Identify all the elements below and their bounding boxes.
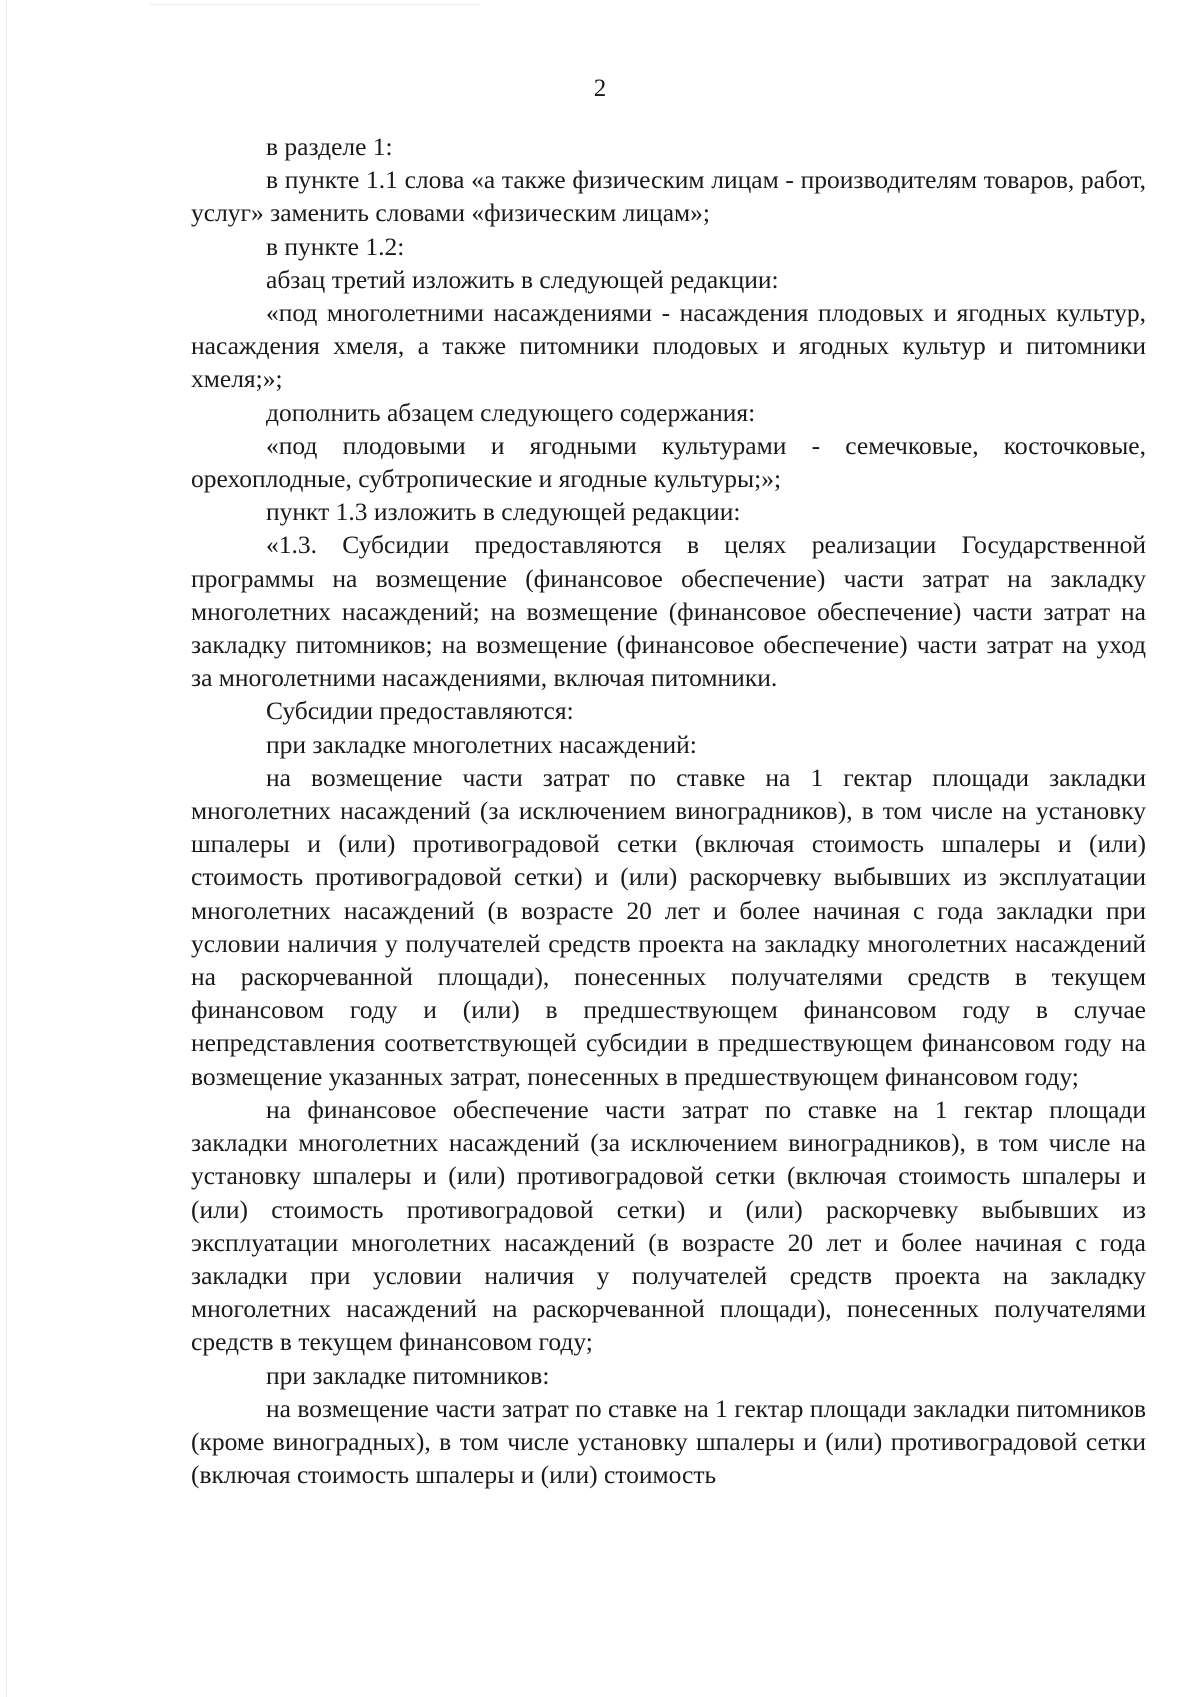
paragraph: дополнить абзацем следующего содержания: [266,397,756,427]
paragraph: в пункте 1.1 слова «а также физическим лицам - производителям товаров, работ, услуг» заменить словами «физическим лицам»; [191,165,1146,228]
paragraph: пункт 1.3 изложить в следующей редакции: [266,497,741,527]
paragraph: на финансовое обеспечение части затрат по ставке на 1 гектар площади закладки многолетних насаждений (за исключением виноградников), в том числе на установку шпалеры и (или) противоградовой сетки (включая стоимость шпалеры и (или) стоимость противоградовой сетки) и (или) раскорчевку выбывших из эксплуатации многолетних насаждений (в возрасте 20 лет и более начиная с года закладки при условии наличия у получателей средств проекта на закладку многолетних насаждений на раскорчеванной площади), понесенных получателями средств в текущем финансовом году; [191,1094,1146,1357]
paragraph: при закладке питомников: [266,1360,550,1390]
paragraph: в пункте 1.2: [266,231,405,261]
paragraph: на возмещение части затрат по ставке на 1 гектар площади закладки многолетних насаждений (за исключением виноградников), в том числе на установку шпалеры и (или) противоградовой сетки (включая стоимость шпалеры и (или) стоимость противоградовой сетки) и (или) раскорчевку выбывших из эксплуатации многолетних насаждений (в возрасте 20 лет и более начиная с года закладки при условии наличия у получателей средств проекта на закладку многолетних насаждений на раскорчеванной площади), понесенных получателями средств в текущем финансовом году и (или) в предшествующем финансовом году в случае непредставления соответствующей субсидии в предшествующем финансовом году на возмещение указанных затрат, понесенных в предшествующем финансовом году; [191,762,1146,1091]
paragraph: «1.3. Субсидии предоставляются в целях реализации Государственной программы на возмещение (финансовое обеспечение) части затрат на закладку многолетних насаждений; на возмещение (финансовое обеспечение) части затрат на закладку питомников; на возмещение (финансовое обеспечение) части затрат на уход за многолетними насаждениями, включая питомники. [191,530,1146,693]
paragraph: абзац третий изложить в следующей редакции: [266,264,779,294]
scan-edge-line [6,0,7,1697]
paragraph: при закладке многолетних насаждений: [266,729,697,759]
paragraph: в разделе 1: [266,132,393,161]
page-number: 2 [593,75,607,102]
paragraph: «под плодовыми и ягодными культурами - семечковые, косточковые, орехоплодные, субтропические и ягодные культуры;»; [191,430,1146,494]
paragraph: Субсидии предоставляются: [266,696,574,726]
document-body [191,130,1146,1491]
paragraph: на возмещение части затрат по ставке на 1 гектар площади закладки питомников (кроме виноградных), в том числе установку шпалеры и (или) противоградовой сетки (включая стоимость шпалеры и (или) стоимость [191,1393,1146,1490]
paragraph: «под многолетними насаждениями - насаждения плодовых и ягодных культур, насаждения хмеля, а также питомники плодовых и ягодных культур и питомники хмеля;»; [191,298,1146,394]
scan-top-line [150,4,480,5]
